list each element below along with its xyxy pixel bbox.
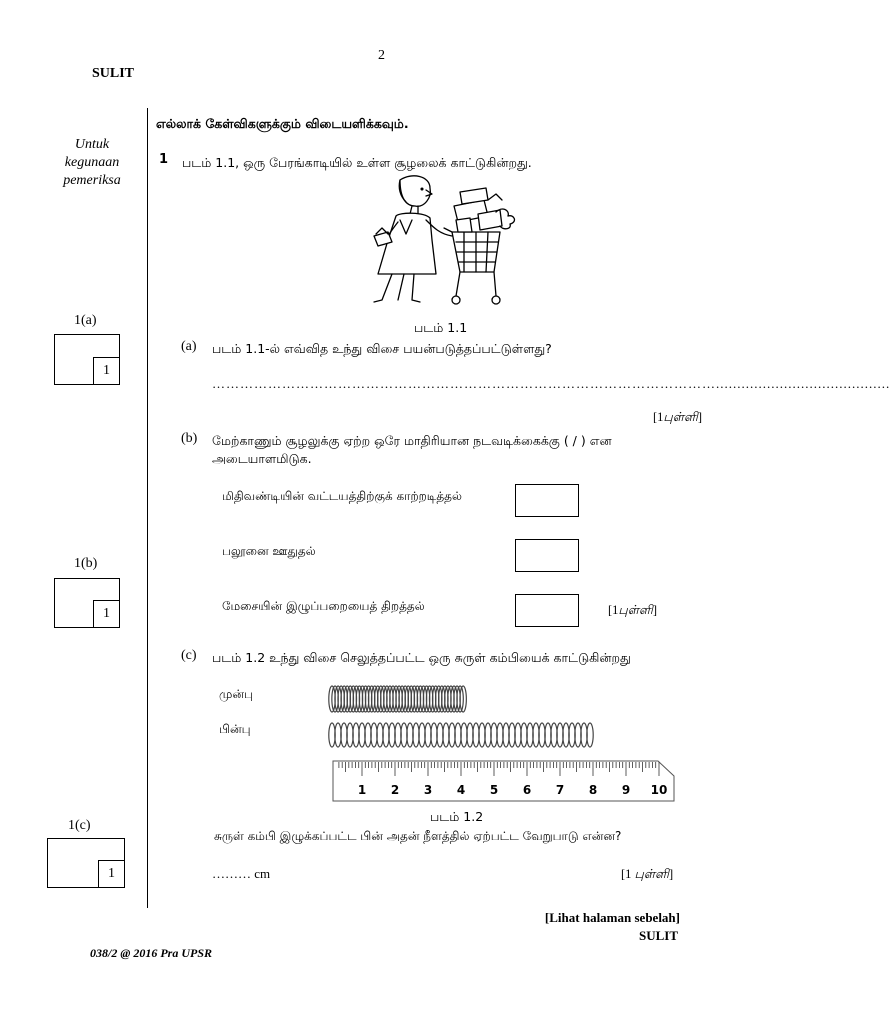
part-a-answer-line[interactable]: ………………………………………………………………………………………………......................................... (212, 376, 890, 391)
checkbox-balloon[interactable] (515, 539, 579, 572)
part-b-question-line1: மேற்காணும் சூழலுக்கு ஏற்ற ஒரே மாதிரியான நடவடிக்கைக்கு ( / ) என (212, 433, 612, 448)
part-a-marks: [1புள்ளி] (653, 409, 702, 424)
ruler-number: 5 (489, 783, 499, 797)
footer-sulit: SULIT (638, 928, 678, 943)
mark-box-value-1a: 1 (93, 357, 120, 385)
instruction: எல்லாக் கேள்விகளுக்கும் விடையளிக்கவும். (156, 116, 409, 131)
ruler (332, 760, 677, 802)
ruler-number: 9 (621, 783, 631, 797)
checkbox-bicycle-tyre[interactable] (515, 484, 579, 517)
footer-code: 038/2 @ 2016 Pra UPSR (90, 946, 212, 960)
mark-box-value-1b: 1 (93, 600, 120, 628)
ruler-number: 1 (357, 783, 367, 797)
ruler-number: 4 (456, 783, 466, 797)
spring-before (328, 682, 468, 716)
sulit-header: SULIT (92, 66, 135, 81)
examiner-note (40, 136, 144, 190)
examiner-note-line3: pemeriksa (63, 173, 121, 188)
before-label: முன்பு (219, 687, 253, 701)
ruler-number: 2 (390, 783, 400, 797)
footer-lihat: [Lihat halaman sebelah] (544, 910, 680, 925)
question-number: 1 (159, 152, 169, 167)
shopping-illustration (360, 170, 525, 310)
spring-after (328, 718, 600, 752)
ruler-number: 3 (423, 783, 433, 797)
examiner-note-line2: kegunaan (64, 155, 120, 170)
part-b-label: (b) (181, 431, 198, 446)
margin-divider (147, 108, 148, 908)
part-c-answer-unit: cm (254, 866, 271, 881)
part-c-question: படம் 1.2 உந்து விசை செலுத்தப்பட்ட ஒரு சுருள் கம்பியைக் காட்டுகின்றது (212, 650, 631, 665)
part-a-label: (a) (181, 339, 197, 354)
option-balloon: பலூனை ஊதுதல் (222, 544, 316, 558)
part-c-marks: [1 புள்ளி] (621, 866, 674, 881)
mark-box-label-1a: 1(a) (74, 313, 97, 328)
after-label: பின்பு (219, 722, 251, 736)
part-b-question-line2: அடையாளமிடுக. (212, 451, 312, 466)
part-c-label: (c) (181, 648, 197, 663)
checkbox-drawer[interactable] (515, 594, 579, 627)
part-a-question: படம் 1.1-ல் எவ்வித உந்து விசை பயன்படுத்தப்பட்டுள்ளது? (212, 341, 552, 356)
mark-box-label-1c: 1(c) (68, 818, 91, 833)
page-number: 2 (378, 48, 385, 63)
ruler-number: 6 (522, 783, 532, 797)
option-drawer: மேசையின் இழுப்பறையைத் திறத்தல் (222, 599, 425, 613)
part-b-marks: [1புள்ளி] (608, 602, 657, 617)
mark-box-1a (54, 334, 120, 385)
ruler-number: 10 (650, 783, 668, 797)
figure-1-2-caption: படம் 1.2 (430, 809, 484, 824)
figure-1-1-caption: படம் 1.1 (414, 320, 468, 335)
mark-box-1b (54, 578, 120, 628)
examiner-note-line1: Untuk (74, 137, 110, 152)
ruler-number: 8 (588, 783, 598, 797)
question-intro: படம் 1.1, ஒரு பேரங்காடியில் உள்ள சூழலைக் காட்டுகின்றது. (182, 155, 532, 170)
part-c-answer-dots[interactable]: ……… (212, 866, 251, 881)
mark-box-label-1b: 1(b) (74, 556, 98, 571)
part-c-answer[interactable] (212, 866, 270, 882)
ruler-number: 7 (555, 783, 565, 797)
mark-box-value-1c: 1 (98, 860, 125, 888)
part-c-subquestion: சுருள் கம்பி இழுக்கப்பட்ட பின் அதன் நீளத்தில் ஏற்பட்ட வேறுபாடு என்ன? (214, 829, 622, 843)
option-bicycle-tyre: மிதிவண்டியின் வட்டயத்திற்குக் காற்றடித்தல் (222, 489, 462, 503)
mark-box-1c (47, 838, 125, 888)
